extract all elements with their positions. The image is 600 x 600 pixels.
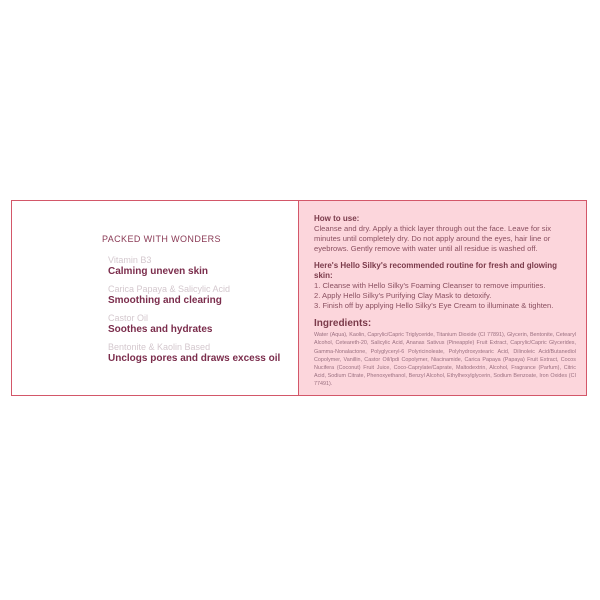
wonder-item — [108, 342, 298, 365]
wonder-item — [108, 313, 298, 336]
wonder-item — [108, 255, 298, 278]
wonder-ingredient: Carica Papaya & Salicylic Acid — [108, 284, 231, 294]
how-to-use-heading: How to use: — [314, 214, 360, 223]
wonder-item — [108, 284, 298, 307]
wonder-benefit: Unclogs pores and draws excess oil — [108, 353, 281, 364]
routine-step: 2. Apply Hello Silky's Purifying Clay Mask to detoxify. — [314, 290, 492, 300]
product-label-card — [11, 200, 587, 396]
wonders-panel — [12, 201, 299, 395]
wonder-ingredient: Vitamin B3 — [108, 255, 152, 265]
wonder-ingredient: Bentonite & Kaolin Based — [108, 342, 211, 352]
how-to-use-text: Cleanse and dry. Apply a thick layer through out the face. Leave for six minutes until completely dry. Do not apply around the eyes, hair line or eyebrows. Gently remove with water until all residue is washed off. — [314, 224, 552, 254]
instructions-panel — [299, 201, 586, 395]
routine-heading: Here's Hello Silky's recommended routine for fresh and glowing skin: — [314, 260, 557, 280]
wonder-benefit: Smoothing and clearing — [108, 295, 222, 306]
routine-step: 3. Finish off by applying Hello Silky's Eye Cream to illuminate & tighten. — [314, 301, 554, 311]
ingredients-heading: Ingredients: — [314, 318, 372, 330]
routine-list — [314, 281, 576, 312]
ingredients-list: Water (Aqua), Kaolin, Caprylic/Capric Triglyceride, Titanium Dioxide (CI 77891), Glycerin, Bentonite, Cetearyl Alcohol, Ceteareth-20, Salicylic Acid, Ananas Sativus (Pineapple) Fruit Extract, Caprylic/Capric Glycerides, Gamma-Nonalactone, Polyglyceryl-6 Polyricinoleate, Polyhydroxystearic Acid, Dilinoleic Acid/Butanediol Copolymer, Vanillin, Castor Oil/Ipdi Copolymer, Niacinamide, Carica Papaya (Papaya) Fruit Extract, Cocos Nucifera (Coconut) Fruit Juice, Coco-Caprylate/Caprate, Maltodextrin, Alcohol, Fragrance (Parfum), Citric Acid, Sodium Citrate, Phenoxyethanol, Benzyl Alcohol, Ethylhexylglycerin, Sodium Benzoate, Iron Oxides (CI 77491). — [314, 332, 576, 388]
routine-step: 1. Cleanse with Hello Silky's Foaming Cleanser to remove impurities. — [314, 280, 546, 290]
wonder-benefit: Soothes and hydrates — [108, 324, 213, 335]
wonder-benefit: Calming uneven skin — [108, 266, 209, 277]
wonder-ingredient: Castor Oil — [108, 313, 149, 323]
wonders-title: PACKED WITH WONDERS — [102, 234, 221, 244]
